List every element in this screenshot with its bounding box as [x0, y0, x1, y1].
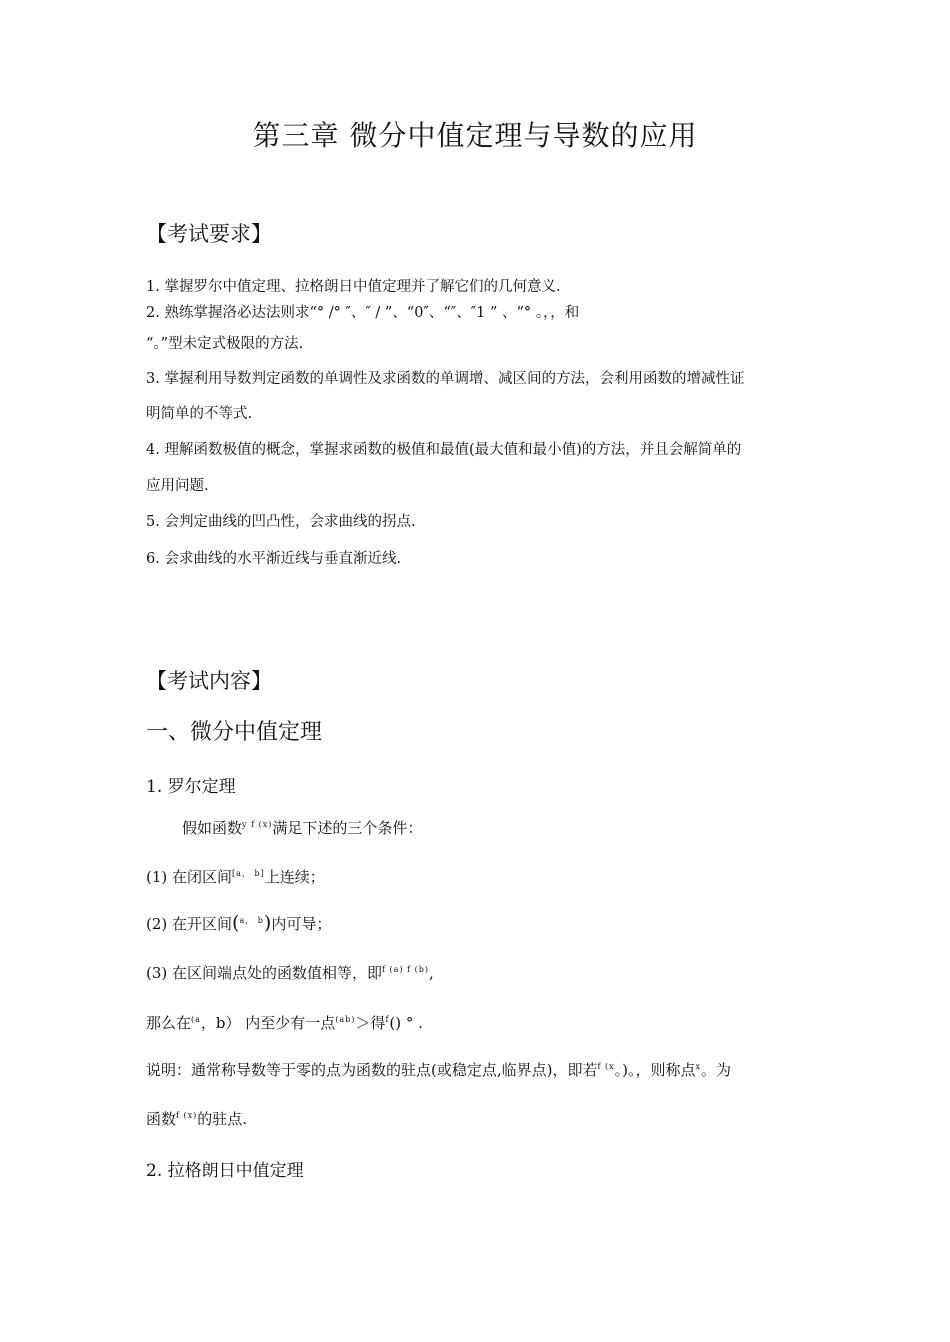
condition-text: (3) 在区间端点处的函数值相等，即: [146, 964, 383, 982]
formula-fragment: ): [263, 912, 272, 934]
requirement-item: 明简单的不等式.: [146, 406, 253, 422]
requirement-item: 应用问题.: [146, 478, 209, 494]
note-text: 。为: [701, 1061, 732, 1079]
formula-fragment: [a，: [232, 869, 251, 878]
note-line-2: [146, 1108, 247, 1129]
requirement-item: “。”型未定式极限的方法.: [146, 336, 304, 352]
formula-fragment: x: [695, 1062, 701, 1071]
formula-fragment: f (x: [597, 1062, 615, 1071]
conclusion: [146, 1012, 423, 1033]
formula-fragment: (a: [191, 1015, 201, 1024]
content-heading: 【考试内容】: [146, 669, 272, 693]
condition-text: (2) 在开区间: [146, 915, 233, 933]
section-heading: 一、微分中值定理: [146, 720, 323, 745]
formula-fragment: (: [232, 912, 240, 934]
requirement-item: 5. 会判定曲线的凹凸性，会求曲线的拐点.: [146, 514, 416, 530]
requirement-item: 6. 会求曲线的水平渐近线与垂直渐近线.: [146, 551, 402, 567]
formula-fragment: a，: [239, 916, 255, 925]
intro-text: 满足下述的三个条件：: [272, 819, 423, 837]
condition-text: 上连续；: [264, 868, 325, 886]
note-text: 的驻点.: [197, 1110, 248, 1128]
note-text: 。)。，则称点: [614, 1061, 696, 1079]
intro-text: 假如函数: [182, 819, 243, 837]
requirement-item: 1. 掌握罗尔中值定理、拉格朗日中值定理并了解它们的几何意义.: [146, 279, 561, 295]
conclusion-text: ，b） 内至少有一点: [200, 1014, 336, 1032]
rolle-heading: 1. 罗尔定理: [146, 777, 236, 797]
requirements-heading: 【考试要求】: [146, 222, 272, 246]
note-text: 函数: [146, 1110, 177, 1128]
formula-fragment: f (x): [176, 1111, 198, 1120]
conclusion-text: ＞得: [355, 1014, 386, 1032]
formula-fragment: f: [385, 1015, 390, 1024]
note-text: 说明：通常称导数等于零的点为函数的驻点(或稳定点,临界点)，即若: [146, 1061, 598, 1079]
page-title: 第三章 微分中值定理与导数的应用: [252, 119, 698, 152]
formula-fragment: b]: [250, 869, 265, 878]
requirement-item: 3. 掌握利用导数判定函数的单调性及求函数的单调增、减区间的方法，会利用函数的增减性证: [146, 371, 745, 387]
formula-fragment: b: [254, 916, 264, 925]
condition-text: 内可导；: [271, 915, 332, 933]
requirement-item: 2. 熟练掌握洛必达法则求“° /° ″、″ / ”、“0″、“″、″1 ” 、“° 。，，和: [146, 305, 580, 321]
rolle-intro: [182, 817, 422, 838]
lagrange-heading: 2. 拉格朗日中值定理: [146, 1161, 304, 1181]
condition-text: ,: [428, 964, 434, 982]
formula-fragment: y f (x): [242, 820, 273, 829]
formula-fragment: f (a) f (b): [382, 965, 429, 974]
note-line-1: [146, 1059, 731, 1080]
condition-2: [146, 912, 331, 934]
condition-text: (1) 在闭区间: [146, 868, 233, 886]
condition-3: [146, 962, 434, 983]
requirement-item: 4. 理解函数极值的概念，掌握求函数的极值和最值(最大值和最小值)的方法，并且会解简单的: [146, 442, 742, 458]
formula-fragment: (ab): [335, 1015, 356, 1024]
conclusion-text: () ° .: [389, 1014, 423, 1032]
conclusion-text: 那么在: [146, 1014, 192, 1032]
condition-1: [146, 866, 325, 887]
